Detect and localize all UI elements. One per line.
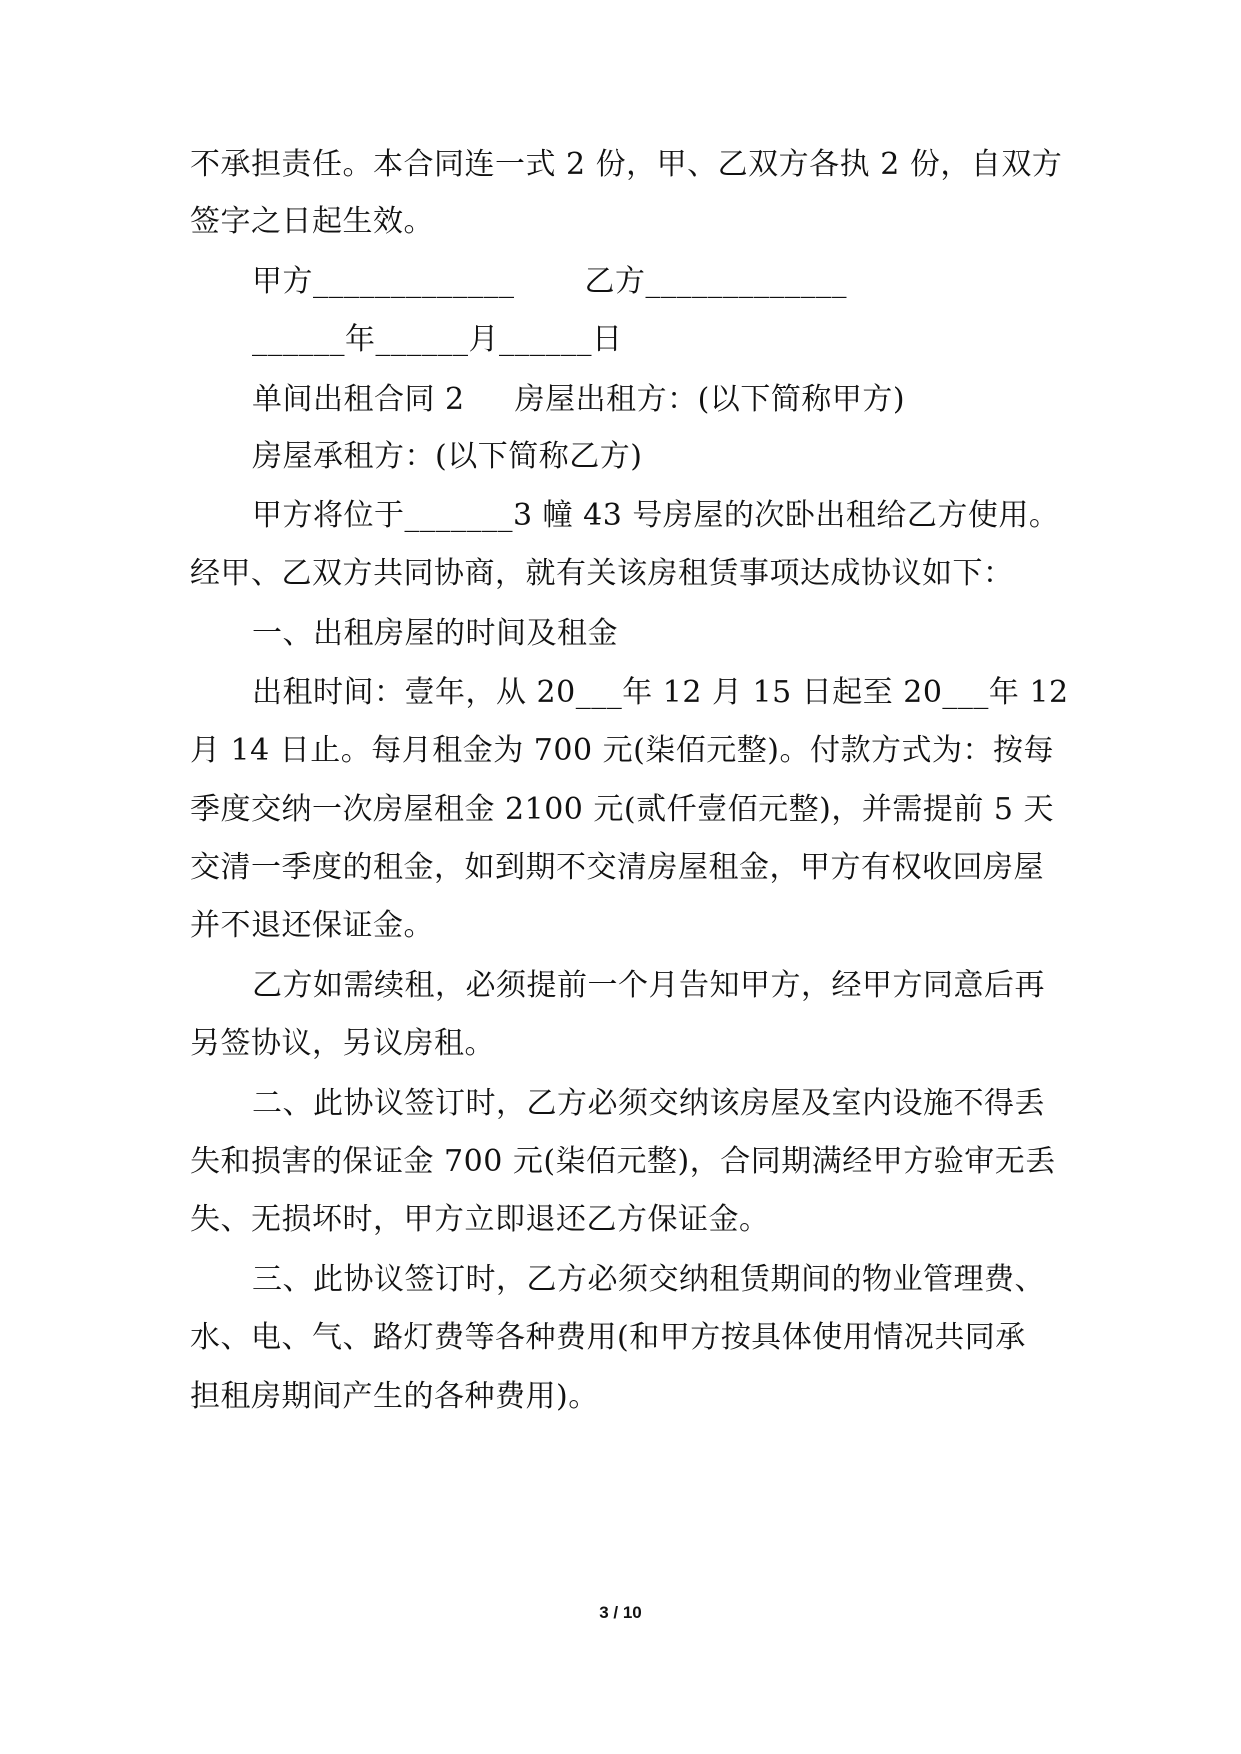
signature-line — [252, 262, 847, 302]
paragraph-line: 另签协议，另议房租。 — [190, 1026, 495, 1061]
paragraph-line: 并不退还保证金。 — [190, 908, 434, 943]
paragraph-line: 乙方如需续租，必须提前一个月告知甲方，经甲方同意后再 — [252, 968, 1045, 1003]
paragraph-line: 水、电、气、路灯费等各种费用(和甲方按具体使用情况共同承 — [190, 1320, 1026, 1355]
paragraph-line: 交清一季度的租金，如到期不交清房屋租金，甲方有权收回房屋 — [190, 850, 1044, 885]
paragraph-line: 签字之日起生效。 — [190, 204, 434, 239]
contract-heading-line — [252, 380, 905, 420]
contract-title: 单间出租合同 2 — [252, 382, 465, 417]
paragraph-line: 不承担责任。本合同连一式 2 份，甲、乙双方各执 2 份，自双方 — [190, 147, 1063, 182]
paragraph-line: 三、此协议签订时，乙方必须交纳租赁期间的物业管理费、 — [252, 1262, 1045, 1297]
page-number: 3 / 10 — [599, 1603, 642, 1622]
paragraph-line: 失、无损坏时，甲方立即退还乙方保证金。 — [190, 1202, 770, 1237]
lessee-label: 房屋承租方：(以下简称乙方) — [252, 439, 643, 474]
paragraph-line: 月 14 日止。每月租金为 700 元(柒佰元整)。付款方式为：按每 — [190, 733, 1054, 768]
paragraph-line: 二、此协议签订时，乙方必须交纳该房屋及室内设施不得丢 — [252, 1086, 1045, 1121]
section-heading: 一、出租房屋的时间及租金 — [252, 616, 618, 651]
party-b-signature: 乙方_____________ — [584, 264, 847, 299]
party-a-signature: 甲方_____________ — [252, 264, 515, 299]
paragraph-line: 出租时间：壹年，从 20___年 12 月 15 日起至 20___年 12 — [252, 675, 1069, 710]
paragraph-line: 失和损害的保证金 700 元(柒佰元整)，合同期满经甲方验审无丢 — [190, 1144, 1056, 1179]
paragraph-line: 季度交纳一次房屋租金 2100 元(贰仟壹佰元整)，并需提前 5 天 — [190, 792, 1054, 827]
paragraph-line: 甲方将位于_______3 幢 43 号房屋的次卧出租给乙方使用。 — [252, 498, 1060, 533]
date-line: ______年______月______日 — [252, 322, 623, 357]
paragraph-line: 经甲、乙双方共同协商，就有关该房租赁事项达成协议如下： — [190, 556, 1014, 591]
lessor-label: 房屋出租方：(以下简称甲方) — [514, 382, 906, 417]
paragraph-line: 担租房期间产生的各种费用)。 — [190, 1379, 599, 1414]
